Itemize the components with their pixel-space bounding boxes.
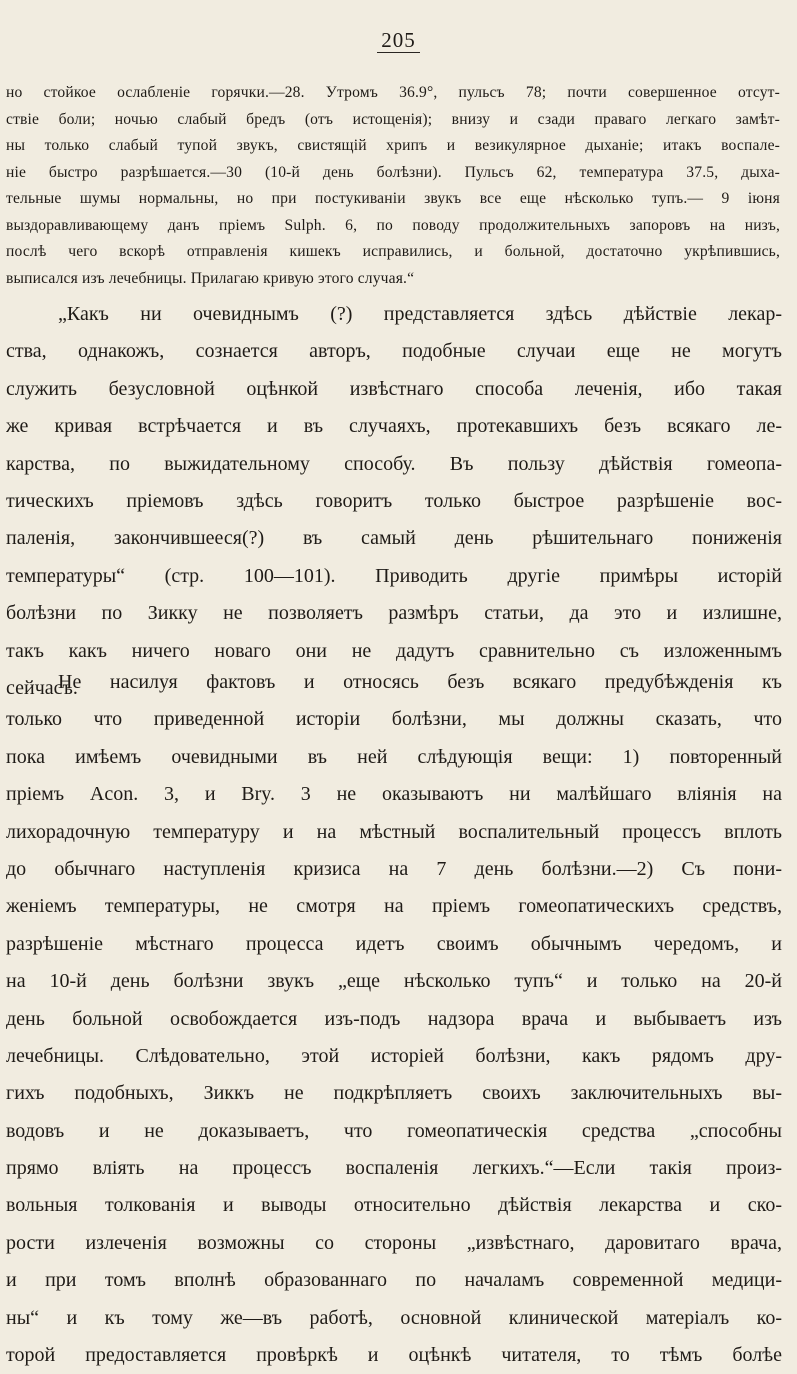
text-line: ніе быстро разрѣшается.—30 (10-й день болѣзни). Пульсъ 62, температура 37.5, дыха- <box>6 163 780 181</box>
text-line: Не насилуя фактовъ и относясь безъ всякаго предубѣжденія къ <box>58 671 782 693</box>
text-line: вольныя толкованія и выводы относительно дѣйствія лекарства и ско- <box>6 1194 782 1217</box>
text-line: „Какъ ни очевиднымъ (?) представляется здѣсь дѣйствіе лекар- <box>58 303 782 325</box>
text-line: пока имѣемъ очевидными въ ней слѣдующія вещи: 1) повторенный <box>6 745 782 768</box>
text-line: выписался изъ лечебницы. Прилагаю кривую этого случая.“ <box>6 269 415 287</box>
text-line: торой предоставляется провѣркѣ и оцѣнкѣ читателя, то тѣмъ болѣе <box>6 1344 782 1367</box>
text-line: ны“ и къ тому же—въ работѣ, основной клинической матеріалъ ко- <box>6 1306 782 1329</box>
text-line: разрѣшеніе мѣстнаго процесса идетъ своимъ обычнымъ чередомъ, и <box>6 932 782 955</box>
text-line: служить безусловной оцѣнкой извѣстнаго способа леченія, ибо такая <box>6 377 782 400</box>
text-line: тическихъ пріемовъ здѣсь говоритъ только быстрое разрѣшеніе вос- <box>6 489 782 512</box>
text-line: только что приведенной исторіи болѣзни, мы должны сказать, что <box>6 708 782 731</box>
text-line: ствіе боли; ночью слабый бредъ (отъ истощенія); внизу и сзади праваго легкаго замѣт- <box>6 110 780 128</box>
text-line: сейчасъ. <box>6 676 78 699</box>
paragraph-2 <box>6 664 782 1374</box>
text-line: карства, по выжидательному способу. Въ пользу дѣйствія гомеопа- <box>6 452 782 475</box>
text-line: ны только слабый тупой звукъ, свистящій хрипъ и везикулярное дыханіе; итакъ воспале- <box>6 137 780 154</box>
text-line: до обычнаго наступленія кризиса на 7 день болѣзни.—2) Съ пони- <box>6 857 782 880</box>
text-line: на 10-й день болѣзни звукъ „еще нѣсколько тупъ“ и только на 20-й <box>6 970 782 993</box>
text-line: болѣзни по Зикку не позволяетъ размѣръ статьи, да это и излишне, <box>6 602 782 625</box>
page-number: 205 <box>0 28 797 53</box>
text-line: паленія, закончившееся(?) въ самый день рѣшительнаго пониженія <box>6 527 782 550</box>
text-line: лечебницы. Слѣдовательно, этой исторіей болѣзни, какъ рядомъ дру- <box>6 1044 782 1067</box>
text-line: прямо вліять на процессъ воспаленія легкихъ.“—Если такія произ- <box>6 1157 782 1180</box>
text-line: водовъ и не доказываетъ, что гомеопатическія средства „способны <box>6 1119 782 1142</box>
text-line: лихорадочную температуру и на мѣстный воспалительный процессъ вплоть <box>6 820 782 843</box>
text-line: день больной освобождается изъ-подъ надзора врача и выбываетъ изъ <box>6 1007 782 1030</box>
text-line: ства, однакожъ, сознается авторъ, подобные случаи еще не могутъ <box>6 340 782 363</box>
text-line: температуры“ (стр. 100—101). Приводить другіе примѣры исторій <box>6 564 782 587</box>
text-line: женіемъ температуры, не смотря на пріемъ гомеопатическихъ средствъ, <box>6 895 782 918</box>
text-line: и при томъ вполнѣ образованнаго по началамъ современной медици- <box>6 1269 782 1292</box>
text-line: рости излеченія возможны со стороны „извѣстнаго, даровитаго врача, <box>6 1231 782 1254</box>
text-line: гихъ подобныхъ, Зиккъ не подкрѣпляетъ своихъ заключительныхъ вы- <box>6 1082 782 1105</box>
quoted-case-history <box>6 80 780 292</box>
text-line: тельные шумы нормальны, но при постукиваніи звукъ все еще нѣсколько тупъ.— 9 іюня <box>6 190 780 207</box>
text-line: но стойкое ослабленіе горячки.—28. Утромъ 36.9°, пульсъ 78; почти совершенное отсут- <box>6 84 780 101</box>
text-line: же кривая встрѣчается и въ случаяхъ, протекавшихъ безъ всякаго ле- <box>6 415 782 438</box>
paragraph-1 <box>6 296 782 707</box>
text-line: послѣ чего вскорѣ отправленія кишекъ исправились, и больной, достаточно укрѣпившись, <box>6 243 780 260</box>
text-line: выздоравливающему данъ пріемъ Sulph. 6, по поводу продолжительныхъ запоровъ на низъ, <box>6 216 780 234</box>
text-line: пріемъ Acon. 3, и Bry. 3 не оказываютъ ни малѣйшаго вліянія на <box>6 783 782 806</box>
text-line: такъ какъ ничего новаго они не дадутъ сравнительно съ изложеннымъ <box>6 639 782 662</box>
